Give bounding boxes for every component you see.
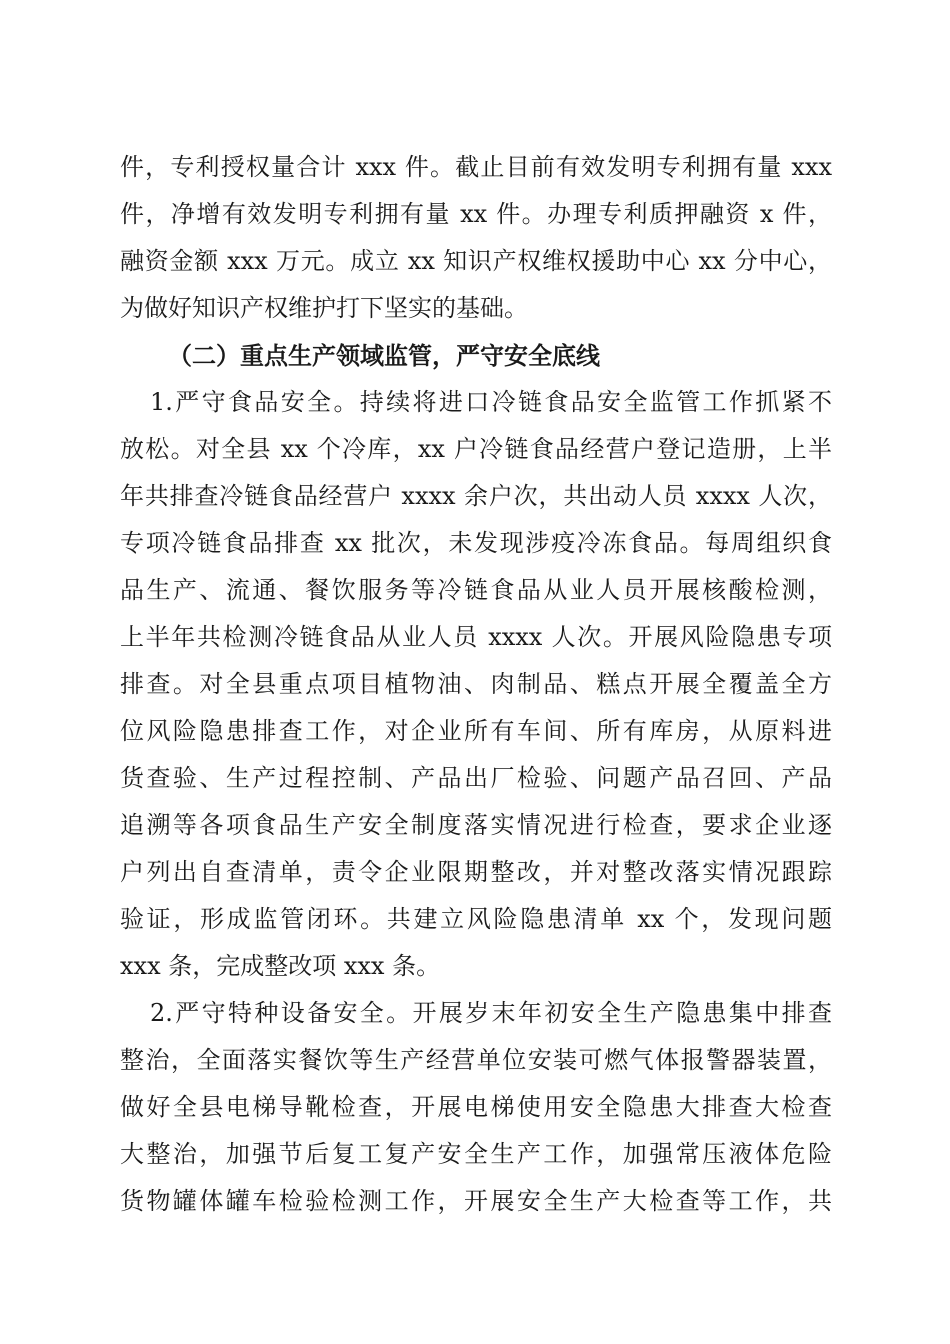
text-line: 融资金额 xxx 万元。成立 xx 知识产权维权援助中心 xx 分中心，: [120, 247, 832, 275]
body-text: [120, 144, 832, 1225]
paragraph-start-line: 2.严守特种设备安全。开展岁末年初安全生产隐患集中排查: [150, 999, 832, 1027]
paragraph-start-line: 1.严守食品安全。持续将进口冷链食品安全监管工作抓紧不: [150, 388, 832, 416]
text-line: 追溯等各项食品生产安全制度落实情况进行检查，要求企业逐: [120, 811, 832, 839]
text-line: 做好全县电梯导靴检查，开展电梯使用安全隐患大排查大检查: [120, 1093, 832, 1121]
text-line: 件，净增有效发明专利拥有量 xx 件。办理专利质押融资 x 件，: [120, 200, 832, 228]
text-line: 排查。对全县重点项目植物油、肉制品、糕点开展全覆盖全方: [120, 670, 832, 698]
text-line: 件，专利授权量合计 xxx 件。截止目前有效发明专利拥有量 xxx: [120, 153, 832, 181]
section-heading: （二）重点生产领域监管，严守安全底线: [168, 341, 600, 370]
text-line: 年共排查冷链食品经营户 xxxx 余户次，共出动人员 xxxx 人次，: [120, 482, 832, 510]
text-line: 上半年共检测冷链食品从业人员 xxxx 人次。开展风险隐患专项: [120, 623, 832, 651]
text-line: xxx 条，完成整改项 xxx 条。: [120, 952, 441, 980]
text-line: 位风险隐患排查工作，对企业所有车间、所有库房，从原料进: [120, 717, 832, 745]
text-line: 专项冷链食品排查 xx 批次，未发现涉疫冷冻食品。每周组织食: [120, 529, 832, 557]
text-line: 验证，形成监管闭环。共建立风险隐患清单 xx 个，发现问题: [120, 905, 832, 933]
text-line: 货查验、生产过程控制、产品出厂检验、问题产品召回、产品: [120, 764, 832, 792]
text-line: 整治，全面落实餐饮等生产经营单位安装可燃气体报警器装置，: [120, 1046, 832, 1074]
text-line: 户列出自查清单，责令企业限期整改，并对整改落实情况跟踪: [120, 858, 832, 886]
text-line: 为做好知识产权维护打下坚实的基础。: [120, 294, 528, 322]
text-line: 品生产、流通、餐饮服务等冷链食品从业人员开展核酸检测，: [120, 576, 832, 604]
text-line: 放松。对全县 xx 个冷库，xx 户冷链食品经营户登记造册，上半: [120, 435, 832, 463]
text-line: 大整治，加强节后复工复产安全生产工作，加强常压液体危险: [120, 1140, 832, 1168]
text-line: 货物罐体罐车检验检测工作，开展安全生产大检查等工作，共: [120, 1187, 832, 1215]
